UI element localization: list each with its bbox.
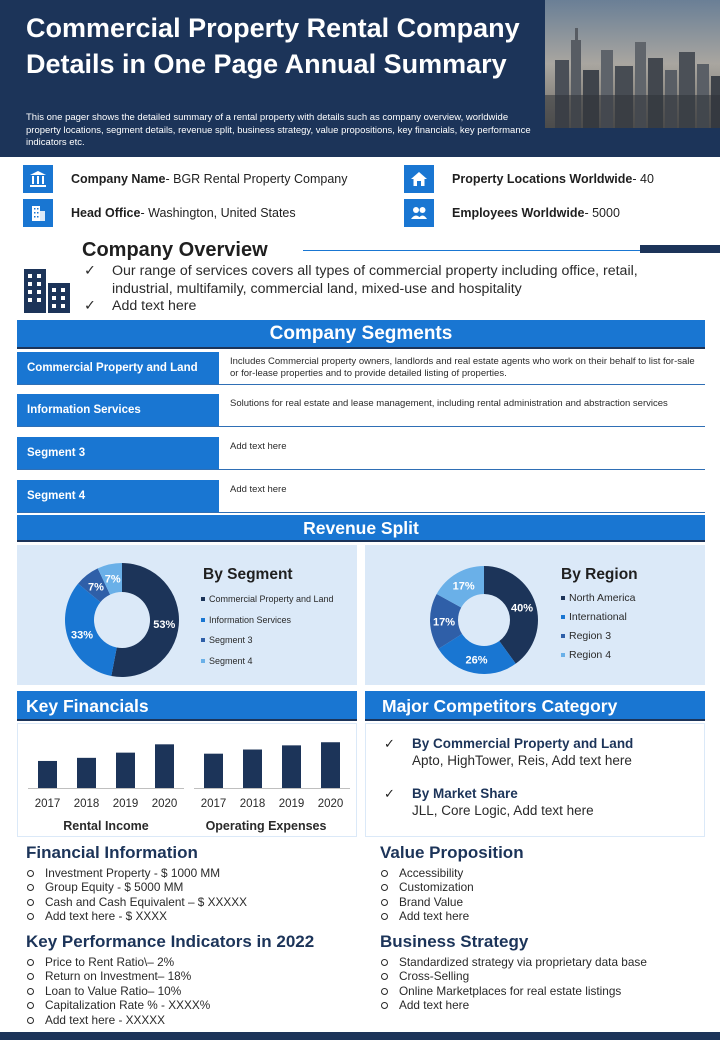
by-region-title: By Region [561,566,638,583]
city-skyline-photo [545,0,720,128]
x-tick-label: 2019 [112,798,139,810]
operating-expenses-bar-chart [194,732,350,812]
footer-bar [0,1032,720,1040]
revenue-by-region-panel [365,545,705,685]
legend-entry [201,610,334,631]
financial-info-item: Group Equity - $ 5000 MM [26,880,356,894]
value-proposition-title: Value Proposition [380,843,524,862]
bar [155,744,174,788]
kpi-item: Add text here - XXXXX [26,1013,356,1027]
kpi-item: Return on Investment– 18% [26,969,356,983]
legend-swatch [561,653,565,657]
office-building-icon [23,199,53,227]
by-segment-title: By Segment [203,566,293,583]
property-locations-row [404,165,654,193]
slice-label: 33% [70,629,94,642]
kpi-title: Key Performance Indicators in 2022 [26,932,315,951]
x-tick-label: 2017 [200,798,227,810]
legend-label: Commercial Property and Land [209,594,334,605]
header-banner [0,0,720,157]
slice-label: 40% [511,602,534,615]
operating-expenses-title: Operating Expenses [205,819,327,833]
x-tick-label: 2019 [278,798,305,810]
head-office-value: - Washington, United States [140,206,296,220]
slice-label: 26% [465,654,488,667]
property-locations-value: - 40 [632,172,654,186]
x-tick-label: 2020 [151,798,178,810]
legend-entry [561,607,636,626]
segment-description: Includes Commercial property owners, landlords and real estate agents who work on their behalf to list for-sale or for-lease properties and to provide detailed listing of properties. [230,356,695,379]
bar [77,758,96,788]
segment-row [17,480,705,513]
legend-label: Segment 3 [209,635,253,646]
segment-name: Information Services [17,394,219,426]
head-office-label: Head Office [71,206,141,220]
kpi-item: Capitalization Rate % - XXXX% [26,998,356,1012]
page-description: This one pager shows the detailed summary of a rental property with details such as company overview, worldwide property locations, segment details, revenue split, business strategy, value propositions, key financials, key performance indicators etc. [26,112,531,148]
legend-swatch [561,634,565,638]
overview-accent-bar [640,245,720,253]
company-name-value: - BGR Rental Property Company [165,172,348,186]
revenue-by-segment-panel [17,545,357,685]
overview-divider [303,250,640,251]
legend-entry [561,626,636,645]
region-donut-chart [365,545,705,685]
slice-label: 17% [452,580,475,593]
overview-item: ✓ Our range of services covers all types of commercial property including office, retail, industrial, multifamily, commercial land, mixed-use and hospitality [84,263,694,298]
slice-label: 7% [87,581,104,594]
bar [204,754,223,788]
x-tick-label: 2020 [317,798,344,810]
competitors-list [384,736,694,836]
segment-description: Add text here [230,484,287,495]
x-tick-label: 2018 [73,798,100,810]
financial-info-item: Add text here - $ XXXX [26,909,356,923]
slice-label: 7% [104,573,121,586]
key-financials-header: Key Financials [17,691,357,721]
financial-info-list [26,866,356,924]
company-name-label: Company Name [71,172,166,186]
rental-income-bar-chart [28,732,184,812]
region-legend [561,588,636,664]
business-strategy-item: Standardized strategy via proprietary data base [380,955,700,969]
value-proposition-item: Brand Value [380,895,700,909]
company-name-row [23,165,348,193]
segment-description: Add text here [230,441,287,452]
x-tick-label: 2017 [34,798,61,810]
segment-legend [201,589,334,671]
competitor-category: ✓ By Commercial Property and Land [412,736,634,751]
legend-entry [201,651,334,672]
financial-info-item: Investment Property - $ 1000 MM [26,866,356,880]
legend-entry [561,588,636,607]
competitors-header: Major Competitors Category [365,691,705,721]
segment-row [17,394,705,427]
legend-label: Segment 4 [209,655,253,666]
bar [116,753,135,788]
x-tick-label: 2018 [239,798,266,810]
kpi-item: Price to Rent Ratio\– 2% [26,955,356,969]
employees-row [404,199,620,227]
business-strategy-list [380,955,700,1013]
legend-label: International [569,610,627,623]
legend-label: Region 4 [569,648,612,661]
bar [243,750,262,788]
legend-entry [561,645,636,664]
rental-income-title: Rental Income [63,819,149,833]
competitor-category: ✓ By Market Share [412,786,518,801]
financial-info-title: Financial Information [26,843,198,862]
competitor-names: JLL, Core Logic, Add text here [412,803,594,818]
page-title: Commercial Property Rental Company Details in One Page Annual Summary [26,13,520,79]
value-proposition-item: Accessibility [380,866,700,880]
head-office-row [23,199,296,227]
business-strategy-item: Add text here [380,998,700,1012]
revenue-split-header: Revenue Split [17,515,705,542]
property-locations-label: Property Locations Worldwide [452,172,633,186]
employees-label: Employees Worldwide [452,206,585,220]
business-strategy-title: Business Strategy [380,932,529,951]
legend-swatch [561,596,565,600]
legend-label: Region 3 [569,629,612,642]
legend-entry [201,630,334,651]
legend-label: North America [569,591,636,604]
legend-swatch [201,659,205,663]
value-proposition-list [380,866,700,924]
slice-label: 53% [153,618,176,631]
segment-row [17,352,705,385]
legend-swatch [561,615,565,619]
employees-value: - 5000 [584,206,620,220]
kpi-list [26,955,356,1027]
bank-icon [23,165,53,193]
legend-entry [201,589,334,610]
competitor-item [384,736,694,769]
business-strategy-item: Cross-Selling [380,969,700,983]
segment-description: Solutions for real estate and lease management, including rental administration and abstraction services [230,398,668,409]
value-proposition-item: Add text here [380,909,700,923]
financial-info-item: Cash and Cash Equivalent – $ XXXXX [26,895,356,909]
bar [282,745,301,788]
slice-label: 17% [433,616,456,629]
legend-swatch [201,618,205,622]
company-segments-header: Company Segments [17,320,705,349]
legend-swatch [201,638,205,642]
overview-item: ✓ Add text here [84,298,694,316]
competitor-item [384,786,694,819]
company-overview-title: Company Overview [82,239,268,261]
segment-name: Segment 3 [17,437,219,469]
segment-row [17,437,705,470]
overview-list [84,263,694,316]
legend-label: Information Services [209,614,292,625]
legend-swatch [201,597,205,601]
competitor-names: Apto, HighTower, Reis, Add text here [412,753,632,768]
segment-name: Segment 4 [17,480,219,512]
business-strategy-item: Online Marketplaces for real estate listings [380,984,700,998]
people-icon [404,199,434,227]
bar [321,742,340,788]
segment-name: Commercial Property and Land [17,352,219,384]
bar [38,761,57,788]
buildings-icon [22,265,72,320]
kpi-item: Loan to Value Ratio– 10% [26,984,356,998]
value-proposition-item: Customization [380,880,700,894]
home-icon [404,165,434,193]
